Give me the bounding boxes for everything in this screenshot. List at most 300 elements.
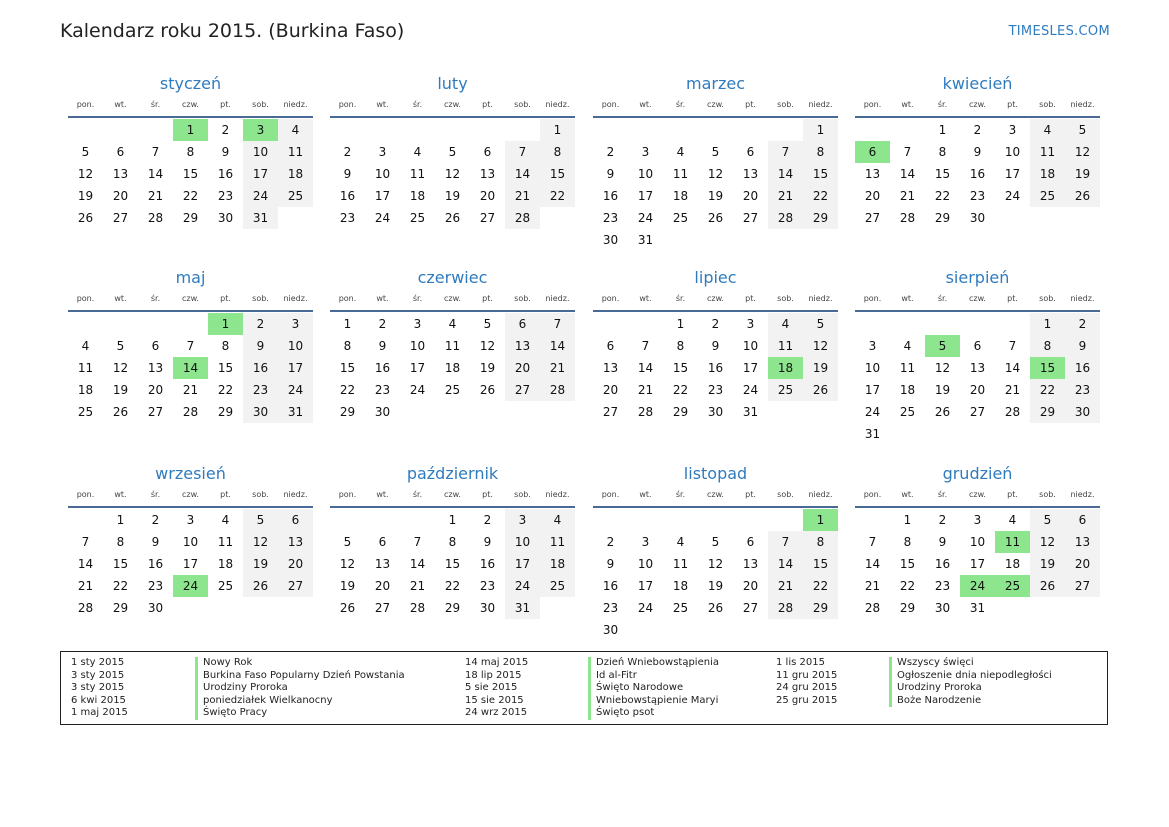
day-cell: 15 — [540, 163, 575, 185]
day-cell: 29 — [803, 597, 838, 619]
day-cell: 27 — [505, 379, 540, 401]
holiday-legend — [60, 651, 1108, 725]
day-cell: 24 — [742, 383, 759, 397]
day-cell: 16 — [374, 361, 391, 375]
day-cell: 17 — [969, 557, 986, 571]
day-cell: 6 — [1065, 509, 1100, 531]
day-cell: 9 — [973, 145, 982, 159]
day-cell: 26 — [1030, 575, 1065, 597]
empty-day-cell — [68, 119, 103, 141]
day-grid — [330, 313, 575, 423]
weekday-label: czw. — [182, 100, 199, 109]
weekday-label: czw. — [444, 100, 461, 109]
day-cell: 2 — [343, 145, 352, 159]
weekday-label: niedz. — [283, 294, 308, 303]
site-brand-link[interactable]: TIMESLES.COM — [1008, 24, 1110, 39]
day-cell: 18 — [1030, 163, 1065, 185]
month-name: maj — [175, 268, 206, 287]
day-cell: 10 — [1004, 145, 1021, 159]
weekday-label: sob. — [252, 100, 269, 109]
weekday-label: czw. — [182, 490, 199, 499]
day-cell: 17 — [637, 579, 654, 593]
day-grid — [855, 119, 1100, 229]
day-cell: 26 — [707, 211, 724, 225]
month-name: październik — [406, 464, 499, 483]
day-cell: 14 — [77, 557, 94, 571]
day-cell: 22 — [182, 189, 199, 203]
day-cell: 26 — [112, 405, 129, 419]
day-cell: 18 — [672, 579, 689, 593]
empty-day-cell — [768, 119, 803, 141]
empty-day-cell — [733, 509, 768, 531]
day-cell: 4 — [413, 145, 422, 159]
weekday-header — [593, 98, 838, 118]
legend-date: 25 gru 2015 — [776, 694, 838, 706]
day-cell: 26 — [803, 379, 838, 401]
day-cell: 4 — [81, 339, 90, 353]
weekday-label: pon. — [76, 294, 95, 303]
legend-date: 5 sie 2015 — [465, 682, 518, 694]
weekday-label: śr. — [412, 490, 423, 499]
weekday-label: czw. — [707, 100, 724, 109]
day-cell: 14 — [147, 167, 164, 181]
day-grid — [855, 509, 1100, 619]
day-cell: 10 — [409, 339, 426, 353]
day-cell: 3 — [186, 513, 195, 527]
day-cell: 1 — [1030, 313, 1065, 335]
day-cell: 20 — [864, 189, 881, 203]
day-cell: 8 — [221, 339, 230, 353]
holiday-day-cell: 24 — [173, 575, 208, 597]
day-cell: 8 — [540, 141, 575, 163]
weekday-header — [330, 292, 575, 312]
day-cell: 1 — [116, 513, 125, 527]
day-cell: 19 — [444, 189, 461, 203]
day-cell: 16 — [147, 557, 164, 571]
day-cell: 28 — [505, 207, 540, 229]
day-cell: 13 — [278, 531, 313, 553]
month-calendar — [330, 462, 575, 619]
day-cell: 1 — [903, 513, 912, 527]
weekday-label: pon. — [601, 100, 620, 109]
day-cell: 17 — [864, 383, 881, 397]
day-cell: 20 — [479, 189, 496, 203]
day-cell: 13 — [112, 167, 129, 181]
empty-day-cell — [698, 119, 733, 141]
day-cell: 3 — [973, 513, 982, 527]
empty-day-cell — [365, 509, 400, 531]
day-cell: 2 — [973, 123, 982, 137]
weekday-label: pt. — [745, 490, 756, 499]
day-cell: 8 — [803, 141, 838, 163]
day-cell: 4 — [676, 535, 685, 549]
day-cell: 27 — [278, 575, 313, 597]
legend-date: 14 maj 2015 — [465, 657, 529, 668]
day-cell: 13 — [479, 167, 496, 181]
day-cell: 10 — [969, 535, 986, 549]
day-cell: 27 — [1065, 575, 1100, 597]
day-cell: 8 — [343, 339, 352, 353]
day-cell: 16 — [707, 361, 724, 375]
day-cell: 6 — [278, 509, 313, 531]
day-cell: 30 — [217, 211, 234, 225]
day-cell: 14 — [768, 553, 803, 575]
day-grid — [593, 313, 838, 423]
day-cell: 11 — [217, 535, 234, 549]
day-cell: 17 — [243, 163, 278, 185]
weekday-label: sob. — [777, 100, 794, 109]
day-cell: 10 — [505, 531, 540, 553]
day-cell: 25 — [217, 579, 234, 593]
day-cell: 26 — [339, 601, 356, 615]
day-cell: 22 — [339, 383, 356, 397]
day-cell: 28 — [77, 601, 94, 615]
day-cell: 7 — [641, 339, 650, 353]
day-cell: 13 — [742, 167, 759, 181]
day-cell: 31 — [969, 601, 986, 615]
weekday-header — [855, 488, 1100, 508]
day-grid — [68, 509, 313, 619]
weekday-header — [330, 488, 575, 508]
day-cell: 13 — [864, 167, 881, 181]
empty-day-cell — [365, 119, 400, 141]
legend-holiday-name: poniedziałek Wielkanocny — [195, 695, 405, 708]
empty-day-cell — [890, 313, 925, 335]
weekday-label: niedz. — [545, 490, 570, 499]
day-cell: 7 — [768, 141, 803, 163]
day-cell: 5 — [343, 535, 352, 549]
day-cell: 15 — [899, 557, 916, 571]
day-cell: 30 — [243, 401, 278, 423]
day-cell: 30 — [1065, 401, 1100, 423]
weekday-label: wt. — [901, 294, 914, 303]
day-cell: 10 — [637, 167, 654, 181]
month-calendar — [68, 266, 313, 423]
weekday-label: pt. — [1007, 100, 1018, 109]
legend-date: 3 sty 2015 — [71, 669, 125, 681]
legend-holiday-name: Urodziny Proroka — [195, 682, 405, 695]
holiday-day-cell: 3 — [243, 119, 278, 141]
day-cell: 10 — [243, 141, 278, 163]
weekday-label: śr. — [150, 490, 161, 499]
day-cell: 9 — [343, 167, 352, 181]
month-name: czerwiec — [417, 268, 488, 287]
day-cell: 31 — [278, 401, 313, 423]
day-cell: 19 — [479, 361, 496, 375]
day-cell: 20 — [602, 383, 619, 397]
day-cell: 17 — [409, 361, 426, 375]
weekday-label: niedz. — [808, 294, 833, 303]
day-cell: 25 — [899, 405, 916, 419]
weekday-label: sob. — [514, 294, 531, 303]
month-calendar — [593, 462, 838, 641]
day-cell: 14 — [540, 335, 575, 357]
legend-date: 24 wrz 2015 — [465, 707, 528, 719]
day-cell: 20 — [278, 553, 313, 575]
month-calendar — [330, 72, 575, 229]
weekday-label: niedz. — [545, 294, 570, 303]
day-cell: 12 — [707, 167, 724, 181]
day-cell: 27 — [147, 405, 164, 419]
day-cell: 19 — [934, 383, 951, 397]
empty-day-cell — [435, 119, 470, 141]
weekday-label: sob. — [252, 294, 269, 303]
day-cell: 6 — [116, 145, 125, 159]
weekday-header — [855, 292, 1100, 312]
day-cell: 18 — [899, 383, 916, 397]
weekday-label: pt. — [482, 100, 493, 109]
day-grid — [330, 119, 575, 229]
day-cell: 21 — [409, 579, 426, 593]
day-cell: 5 — [81, 145, 90, 159]
day-cell: 30 — [602, 233, 619, 247]
day-cell: 29 — [1030, 401, 1065, 423]
legend-date: 24 gru 2015 — [776, 682, 838, 694]
day-cell: 16 — [217, 167, 234, 181]
day-cell: 2 — [151, 513, 160, 527]
weekday-label: pon. — [863, 100, 882, 109]
weekday-label: niedz. — [1070, 294, 1095, 303]
day-cell: 15 — [112, 557, 129, 571]
day-cell: 14 — [864, 557, 881, 571]
day-cell: 27 — [602, 405, 619, 419]
day-cell: 29 — [672, 405, 689, 419]
day-cell: 2 — [378, 317, 387, 331]
day-cell: 17 — [182, 557, 199, 571]
empty-day-cell — [505, 119, 540, 141]
empty-day-cell — [925, 313, 960, 335]
day-cell: 20 — [505, 357, 540, 379]
weekday-label: wt. — [639, 294, 652, 303]
day-cell: 25 — [77, 405, 94, 419]
weekday-header — [855, 98, 1100, 118]
day-cell: 8 — [676, 339, 685, 353]
day-cell: 21 — [899, 189, 916, 203]
day-cell: 7 — [151, 145, 160, 159]
month-name: styczeń — [159, 74, 222, 93]
day-cell: 2 — [1065, 313, 1100, 335]
day-cell: 3 — [413, 317, 422, 331]
empty-day-cell — [628, 119, 663, 141]
legend-holiday-name: Urodziny Proroka — [889, 682, 1052, 695]
day-cell: 18 — [409, 189, 426, 203]
day-cell: 27 — [969, 405, 986, 419]
day-cell: 29 — [112, 601, 129, 615]
empty-day-cell — [68, 509, 103, 531]
day-cell: 7 — [81, 535, 90, 549]
empty-day-cell — [960, 313, 995, 335]
day-cell: 26 — [934, 405, 951, 419]
day-cell: 4 — [676, 145, 685, 159]
legend-date: 15 sie 2015 — [465, 694, 524, 706]
day-cell: 26 — [1065, 185, 1100, 207]
day-cell: 1 — [676, 317, 685, 331]
weekday-label: śr. — [937, 100, 948, 109]
day-cell: 6 — [973, 339, 982, 353]
holiday-day-cell: 18 — [768, 357, 803, 379]
day-cell: 29 — [803, 207, 838, 229]
day-cell: 22 — [112, 579, 129, 593]
day-cell: 18 — [672, 189, 689, 203]
legend-date: 1 sty 2015 — [71, 657, 125, 668]
empty-day-cell — [400, 119, 435, 141]
day-cell: 31 — [864, 427, 881, 441]
weekday-label: sob. — [252, 490, 269, 499]
weekday-label: pt. — [745, 100, 756, 109]
day-cell: 23 — [969, 189, 986, 203]
weekday-header — [593, 488, 838, 508]
day-cell: 2 — [483, 513, 492, 527]
day-grid — [593, 119, 838, 251]
day-cell: 12 — [803, 335, 838, 357]
weekday-label: niedz. — [283, 100, 308, 109]
day-cell: 15 — [182, 167, 199, 181]
empty-day-cell — [768, 509, 803, 531]
legend-names-col-3 — [889, 657, 1052, 707]
day-cell: 8 — [448, 535, 457, 549]
day-cell: 14 — [1004, 361, 1021, 375]
day-cell: 4 — [278, 119, 313, 141]
month-calendar — [68, 72, 313, 229]
day-cell: 21 — [147, 189, 164, 203]
day-cell: 3 — [505, 509, 540, 531]
day-cell: 9 — [938, 535, 947, 549]
weekday-label: sob. — [1039, 294, 1056, 303]
empty-day-cell — [855, 509, 890, 531]
day-cell: 14 — [768, 163, 803, 185]
day-cell: 30 — [374, 405, 391, 419]
day-cell: 13 — [374, 557, 391, 571]
legend-date: 11 gru 2015 — [776, 669, 838, 681]
day-cell: 3 — [1008, 123, 1017, 137]
day-cell: 11 — [444, 339, 461, 353]
day-cell: 16 — [1065, 357, 1100, 379]
day-cell: 13 — [505, 335, 540, 357]
day-cell: 8 — [186, 145, 195, 159]
day-cell: 24 — [637, 211, 654, 225]
day-cell: 5 — [711, 535, 720, 549]
weekday-label: sob. — [514, 490, 531, 499]
day-cell: 17 — [637, 189, 654, 203]
day-cell: 27 — [742, 211, 759, 225]
day-cell: 20 — [742, 189, 759, 203]
weekday-header — [330, 98, 575, 118]
day-cell: 21 — [505, 185, 540, 207]
weekday-label: czw. — [969, 100, 986, 109]
holiday-day-cell: 5 — [925, 335, 960, 357]
legend-holiday-name: Burkina Faso Popularny Dzień Powstania — [195, 670, 405, 683]
day-cell: 26 — [444, 211, 461, 225]
day-cell: 23 — [243, 379, 278, 401]
day-cell: 21 — [77, 579, 94, 593]
weekday-label: sob. — [777, 490, 794, 499]
weekday-label: wt. — [376, 100, 389, 109]
day-cell: 15 — [339, 361, 356, 375]
weekday-label: wt. — [114, 100, 127, 109]
day-cell: 22 — [803, 575, 838, 597]
day-cell: 23 — [217, 189, 234, 203]
day-cell: 25 — [672, 601, 689, 615]
day-cell: 19 — [77, 189, 94, 203]
weekday-label: czw. — [444, 490, 461, 499]
day-cell: 7 — [186, 339, 195, 353]
weekday-label: pt. — [220, 294, 231, 303]
empty-day-cell — [698, 509, 733, 531]
day-cell: 17 — [1004, 167, 1021, 181]
day-grid — [330, 509, 575, 619]
page-title: Kalendarz roku 2015. (Burkina Faso) — [60, 20, 405, 42]
day-cell: 11 — [672, 167, 689, 181]
day-cell: 10 — [278, 335, 313, 357]
legend-holiday-name: Dzień Wniebowstąpienia — [588, 657, 719, 670]
weekday-label: niedz. — [808, 490, 833, 499]
day-cell: 12 — [112, 361, 129, 375]
day-cell: 28 — [147, 211, 164, 225]
month-calendar — [593, 72, 838, 251]
day-cell: 6 — [746, 535, 755, 549]
day-cell: 5 — [1065, 119, 1100, 141]
day-cell: 24 — [243, 185, 278, 207]
day-cell: 26 — [243, 575, 278, 597]
day-cell: 28 — [409, 601, 426, 615]
day-cell: 12 — [1065, 141, 1100, 163]
month-calendar — [330, 266, 575, 423]
weekday-label: czw. — [707, 294, 724, 303]
day-grid — [68, 119, 313, 229]
day-cell: 11 — [672, 557, 689, 571]
day-cell: 17 — [278, 357, 313, 379]
day-cell: 3 — [868, 339, 877, 353]
weekday-label: pon. — [601, 294, 620, 303]
day-cell: 28 — [768, 597, 803, 619]
legend-date: 18 lip 2015 — [465, 669, 522, 681]
day-cell: 28 — [1004, 405, 1021, 419]
day-cell: 15 — [934, 167, 951, 181]
day-cell: 19 — [339, 579, 356, 593]
day-cell: 21 — [182, 383, 199, 397]
day-cell: 1 — [540, 119, 575, 141]
day-cell: 26 — [479, 383, 496, 397]
empty-day-cell — [733, 119, 768, 141]
day-cell: 2 — [243, 313, 278, 335]
day-cell: 16 — [934, 557, 951, 571]
legend-holiday-name: Wniebowstąpienie Maryi — [588, 695, 719, 708]
day-cell: 22 — [217, 383, 234, 397]
empty-day-cell — [628, 509, 663, 531]
weekday-label: wt. — [901, 100, 914, 109]
day-cell: 19 — [112, 383, 129, 397]
day-cell: 10 — [864, 361, 881, 375]
month-calendar — [68, 462, 313, 619]
day-cell: 24 — [409, 383, 426, 397]
weekday-label: pon. — [76, 490, 95, 499]
day-cell: 15 — [803, 163, 838, 185]
day-cell: 3 — [746, 317, 755, 331]
day-cell: 14 — [409, 557, 426, 571]
weekday-label: niedz. — [545, 100, 570, 109]
day-cell: 29 — [444, 601, 461, 615]
weekday-header — [68, 98, 313, 118]
day-cell: 23 — [602, 211, 619, 225]
day-cell: 1 — [803, 119, 838, 141]
day-cell: 3 — [641, 145, 650, 159]
day-cell: 10 — [374, 167, 391, 181]
weekday-label: pon. — [863, 490, 882, 499]
empty-day-cell — [855, 119, 890, 141]
day-cell: 4 — [1008, 513, 1017, 527]
weekday-label: wt. — [901, 490, 914, 499]
day-cell: 7 — [868, 535, 877, 549]
